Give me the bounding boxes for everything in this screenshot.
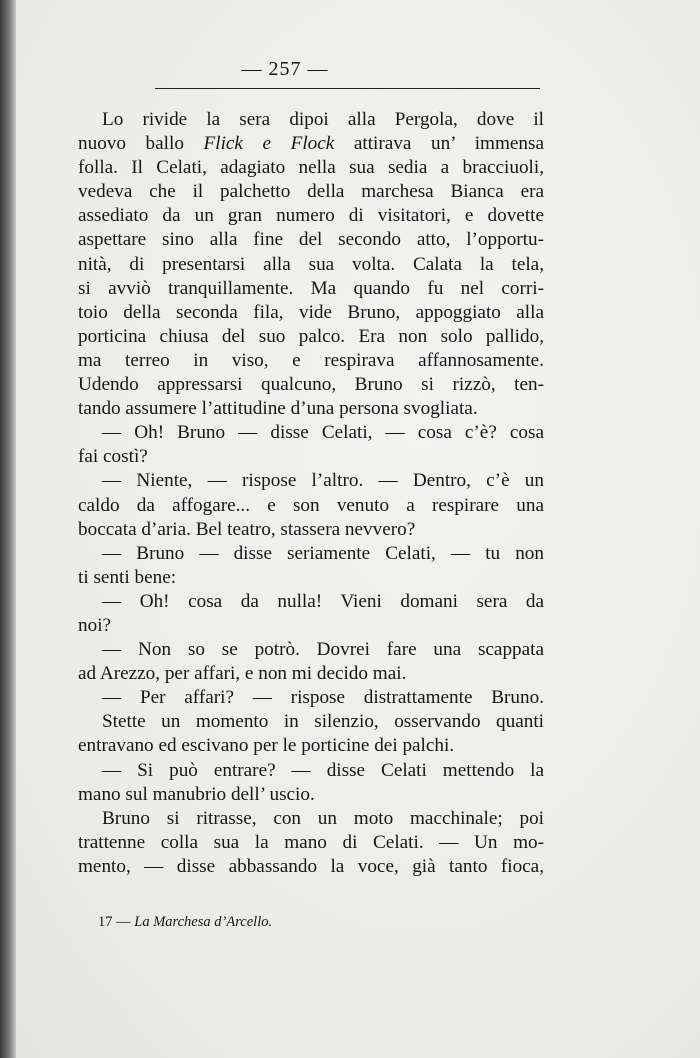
text-line: mano sul manubrio dell’ uscio. — [78, 783, 315, 805]
page-number-header: — 257 — — [241, 58, 329, 80]
text-line: caldo da affogare... e son venuto a respirare una — [78, 494, 544, 516]
text-line: noi? — [78, 614, 112, 636]
signature-mark: 17 — — [98, 914, 131, 930]
text-line: — Si può entrare? — disse Celati mettendo la — [102, 759, 544, 781]
text-line: fai costì? — [78, 446, 148, 468]
text-line: nuovo ballo Flick e Flock attirava un’ immensa — [78, 133, 545, 155]
ballet-title: Flick e Flock — [203, 133, 335, 155]
text-line: ma terreo in viso, e respirava affannosamente. — [78, 349, 544, 371]
text-line: — Oh! cosa da nulla! Vieni domani sera da — [102, 590, 544, 612]
text-line: — Niente, — rispose l’altro. — Dentro, c’è un — [102, 470, 544, 492]
text-line: folla. Il Celati, adagiato nella sua sedia a bracciuoli, — [78, 157, 544, 179]
text-line: ti senti bene: — [78, 566, 177, 588]
text-line: trattenne colla sua la mano di Celati. — Un mo- — [78, 831, 544, 853]
text-line: Bruno si ritrasse, con un moto macchinale; poi — [102, 807, 544, 829]
signature-footer — [98, 914, 272, 931]
text-line: aspettare sino alla fine del secondo atto, l’opportu- — [78, 229, 544, 251]
text-line: porticina chiusa del suo palco. Era non solo pallido, — [78, 325, 544, 347]
text-line: vedeva che il palchetto della marchesa Bianca era — [78, 181, 544, 203]
text-line: — Non so se potrò. Dovrei fare una scappata — [102, 639, 544, 661]
text-line: mento, — disse abbassando la voce, già tanto fioca, — [78, 855, 544, 877]
header-rule — [155, 88, 540, 89]
text-line: ad Arezzo, per affari, e non mi decido mai. — [78, 663, 407, 685]
text-line: — Bruno — disse seriamente Celati, — tu non — [102, 542, 544, 564]
text-line: entravano ed escivano per le porticine dei palchi. — [78, 735, 455, 757]
text-line: nità, di presentarsi alla sua volta. Calata la tela, — [78, 253, 544, 275]
text-line: tando assumere l’attitudine d’una persona svogliata. — [78, 398, 478, 420]
text-line: Stette un momento in silenzio, osservando quanti — [102, 711, 544, 733]
text-line: — Oh! Bruno — disse Celati, — cosa c’è? cosa — [102, 422, 544, 444]
text-line: toio della seconda fila, vide Bruno, appoggiato alla — [78, 301, 544, 323]
text-line: — Per affari? — rispose distrattamente Bruno. — [102, 687, 544, 709]
book-title: La Marchesa d’Arcello. — [134, 914, 273, 930]
text-line: assediato da un gran numero di visitatori, e dovette — [78, 205, 544, 227]
body-text — [78, 108, 544, 879]
text-line: Lo rivide la sera dipoi alla Pergola, dove il — [102, 109, 544, 130]
text-line: Udendo appressarsi qualcuno, Bruno si rizzò, ten- — [78, 374, 544, 396]
text-line: boccata d’aria. Bel teatro, stassera nevvero? — [78, 518, 416, 540]
text-line: si avviò tranquillamente. Ma quando fu nel corri- — [78, 277, 544, 299]
page-binding-edge — [0, 0, 16, 1058]
